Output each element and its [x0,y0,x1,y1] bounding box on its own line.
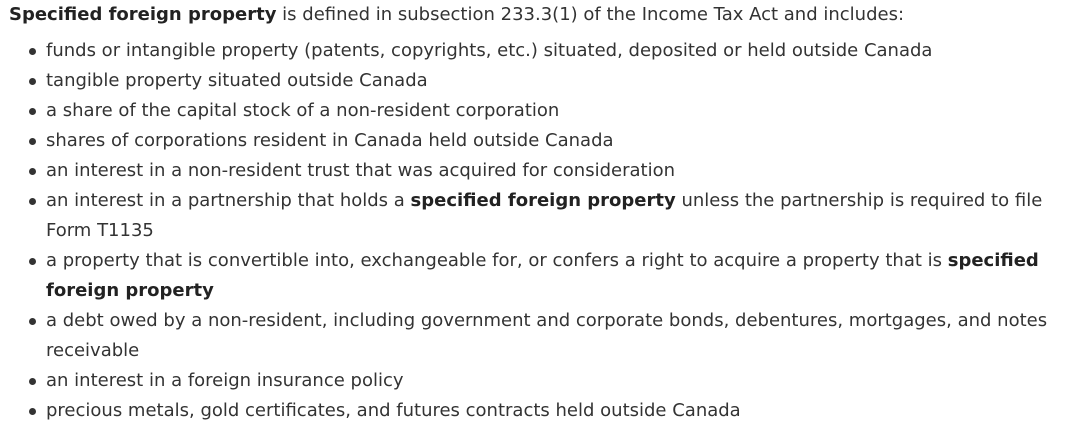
intro-paragraph [9,0,1080,30]
bullet-icon [29,198,36,205]
list-item-text: an interest in a non-resident trust that was acquired for consideration [46,160,676,181]
list-item [9,36,1057,66]
list-item-term: specified foreign property [46,250,1039,301]
list-item-text-pre: a property that is convertible into, exchangeable for, or confers a right to acquire a property that is [46,250,948,271]
bullet-icon [29,108,36,115]
bullet-icon [29,408,36,415]
list-item-text: a debt owed by a non-resident, including government and corporate bonds, debentures, mortgages, and notes receivable [46,310,1048,361]
list-item [9,96,1057,126]
list-item [9,156,1057,186]
bullet-icon [29,318,36,325]
list-item-text: shares of corporations resident in Canada held outside Canada [46,130,614,151]
list-item-text: funds or intangible property (patents, copyrights, etc.) situated, deposited or held outside Canada [46,40,933,61]
list-item-text: precious metals, gold certificates, and futures contracts held outside Canada [46,400,741,421]
bullet-icon [29,258,36,265]
bullet-icon [29,378,36,385]
list-item-text: an interest in a foreign insurance policy [46,370,404,391]
list-item-text: a share of the capital stock of a non-resident corporation [46,100,560,121]
property-list [9,36,1080,426]
list-item-term: specified foreign property [410,190,676,211]
list-item [9,66,1057,96]
list-item [9,306,1057,366]
intro-text: is defined in subsection 233.3(1) of the Income Tax Act and includes: [276,4,905,25]
list-item [9,186,1057,246]
bullet-icon [29,138,36,145]
defined-term: Specified foreign property [9,4,277,25]
list-item [9,396,1057,426]
list-item [9,246,1057,306]
bullet-icon [29,78,36,85]
list-item-text-post: unless the partnership is required to file Form T1135 [46,190,1043,241]
list-item [9,126,1057,156]
bullet-icon [29,168,36,175]
list-item [9,366,1057,396]
list-item-text-pre: an interest in a partnership that holds a [46,190,411,211]
list-item-text: tangible property situated outside Canada [46,70,428,91]
bullet-icon [29,48,36,55]
